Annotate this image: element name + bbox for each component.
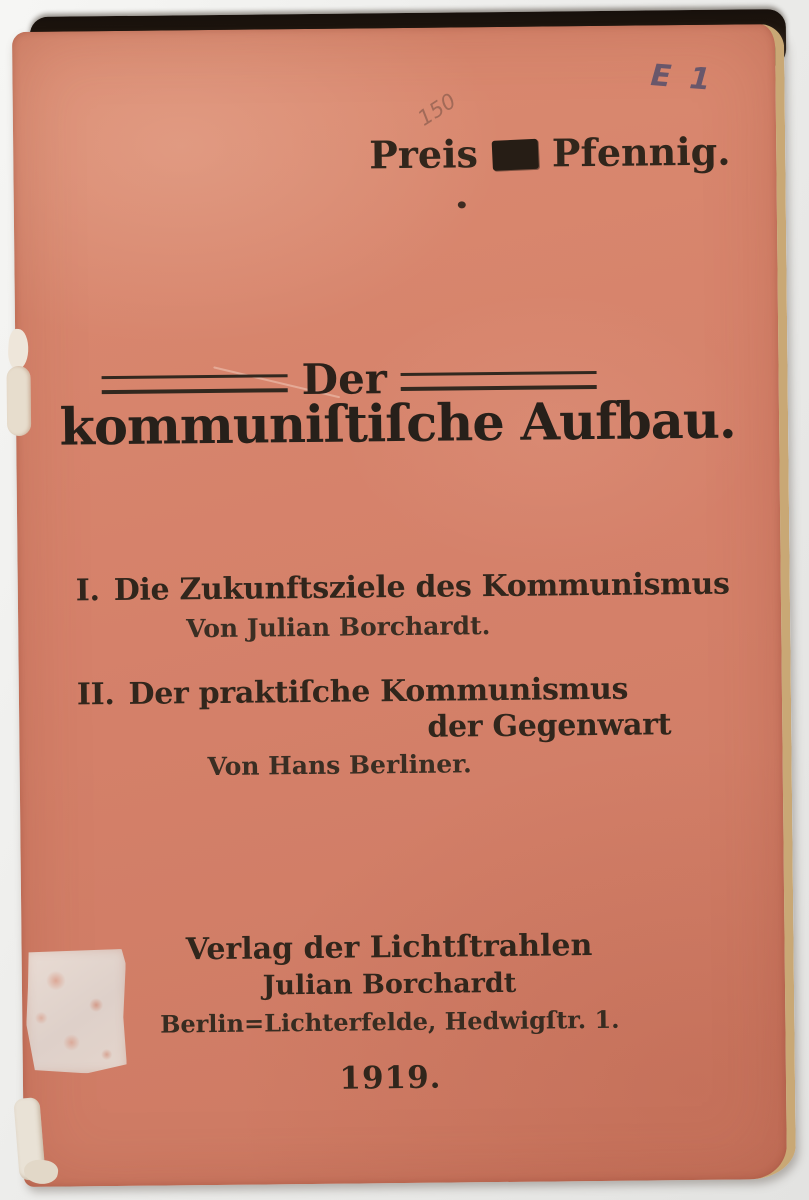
spine-damage-notch-large [6, 366, 31, 436]
contents-item-1-title [76, 567, 730, 609]
contents-item-1-author: Von Julian Borchardt. [185, 611, 491, 644]
publisher-person: Julian Borchardt [262, 967, 517, 1002]
decorative-rule-right [401, 371, 597, 391]
price-line [369, 125, 730, 181]
spine-damage-notch [7, 328, 29, 369]
title-article: Der [301, 354, 388, 405]
book-cover [12, 24, 796, 1187]
corner-wear-bottom-left-small [23, 1158, 60, 1186]
contents-item-2-author: Von Hans Berliner. [207, 749, 472, 782]
handwritten-shelf-mark: E 1 [649, 58, 716, 98]
publisher-address: Berlin=Lichterfelde, Hedwigſtr. 1. [159, 1004, 620, 1039]
contents-item-2-number: II. [76, 677, 115, 713]
decorative-rule-left [102, 374, 288, 394]
publisher-name: Verlag der Lichtſtrahlen [185, 928, 593, 968]
removed-label-residue [26, 949, 127, 1074]
price-prefix: Preis [369, 130, 479, 177]
contents-item-1-number: I. [75, 573, 100, 609]
handwritten-price-note: 150 [413, 88, 461, 131]
ink-spot [458, 201, 466, 208]
price-suffix: Pfennig. [551, 128, 731, 175]
book-title: kommuniſtiſche Aufbau. [59, 390, 736, 458]
contents-item-2-title [77, 672, 629, 713]
contents-item-2-text-line2: der Gegenwart [427, 707, 672, 745]
contents-item-1-text: Die Zukunftsziele des Kommunismus [113, 566, 730, 609]
contents-item-2-text-line1: Der praktiſche Kommunismus [128, 671, 629, 712]
publication-year: 1919. [339, 1059, 442, 1097]
price-redaction-box [491, 139, 538, 171]
